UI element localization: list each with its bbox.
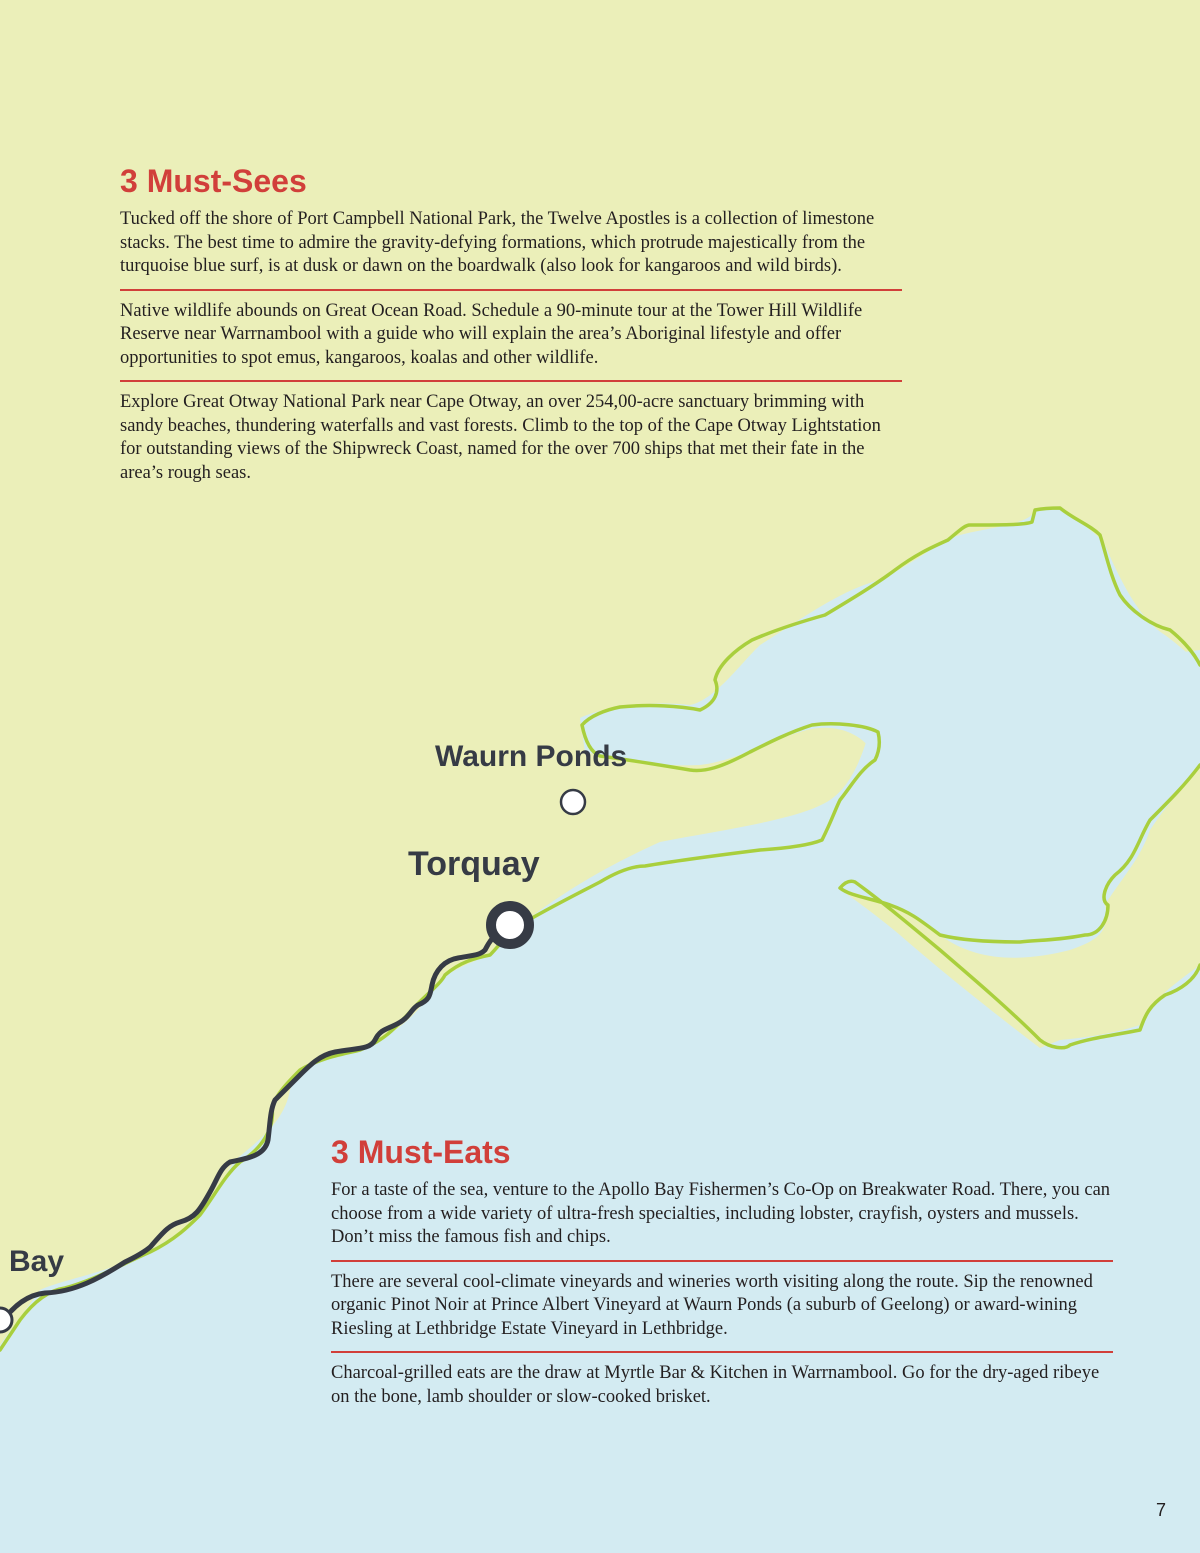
torquay-label: Torquay [408, 845, 540, 883]
torquay-marker [491, 906, 529, 944]
divider [331, 1351, 1113, 1353]
page-number: 7 [1155, 1500, 1166, 1520]
must-eats-heading: 3 Must-Eats [331, 1134, 511, 1170]
must-eat-item: There are several cool-climate vineyards and wineries worth visiting along the route. Sip the renowned organic Pinot Noir at Prince Albert Vineyard at Waurn Ponds (a suburb of Geelong) or award-wining Riesling at Lethbridge Estate Vineyard in Lethbridge. [331, 1271, 1093, 1339]
must-see-item: Native wildlife abounds on Great Ocean Road. Schedule a 90-minute tour at the Tower Hill Wildlife Reserve near Warrnambool with a guide who will explain the area’s Aboriginal lifestyle and offer opportunities to spot emus, kangaroos, koalas and other wildlife. [120, 300, 863, 368]
divider [120, 289, 902, 291]
bay-marker [0, 1308, 12, 1332]
waurn-ponds-label: Waurn Ponds [435, 740, 628, 773]
must-sees-section [120, 164, 902, 485]
must-eat-item: Charcoal-grilled eats are the draw at Myrtle Bar & Kitchen in Warrnambool. Go for the dry-aged ribeye on the bone, lamb shoulder or slow-cooked brisket. [331, 1363, 1100, 1407]
must-see-item: Explore Great Otway National Park near Cape Otway, an over 254,00-acre sanctuary brimming with sandy beaches, thundering waterfalls and vast forests. Climb to the top of the Cape Otway Lightstation for outstanding views of the Shipwreck Coast, named for the over 700 ships that met their fate in the area’s rough seas. [120, 392, 881, 483]
must-eat-item: For a taste of the sea, venture to the Apollo Bay Fishermen’s Co-Op on Breakwater Road. There, you can choose from a wide variety of ultra-fresh specialties, including lobster, crayfish, oysters and mussels. Don’t miss the famous fish and chips. [331, 1180, 1111, 1247]
waurn-ponds-marker [561, 790, 585, 814]
must-eats-section [331, 1135, 1113, 1409]
bay-label: Bay [9, 1245, 65, 1278]
must-see-item: Tucked off the shore of Port Campbell National Park, the Twelve Apostles is a collection of limestone stacks. The best time to admire the gravity-defying formations, which protrude majestically from the turquoise blue surf, is at dusk or dawn on the boardwalk (also look for kangaroos and wild birds). [120, 209, 875, 276]
divider [331, 1260, 1113, 1262]
divider [120, 380, 902, 382]
must-sees-heading: 3 Must-Sees [120, 163, 307, 199]
